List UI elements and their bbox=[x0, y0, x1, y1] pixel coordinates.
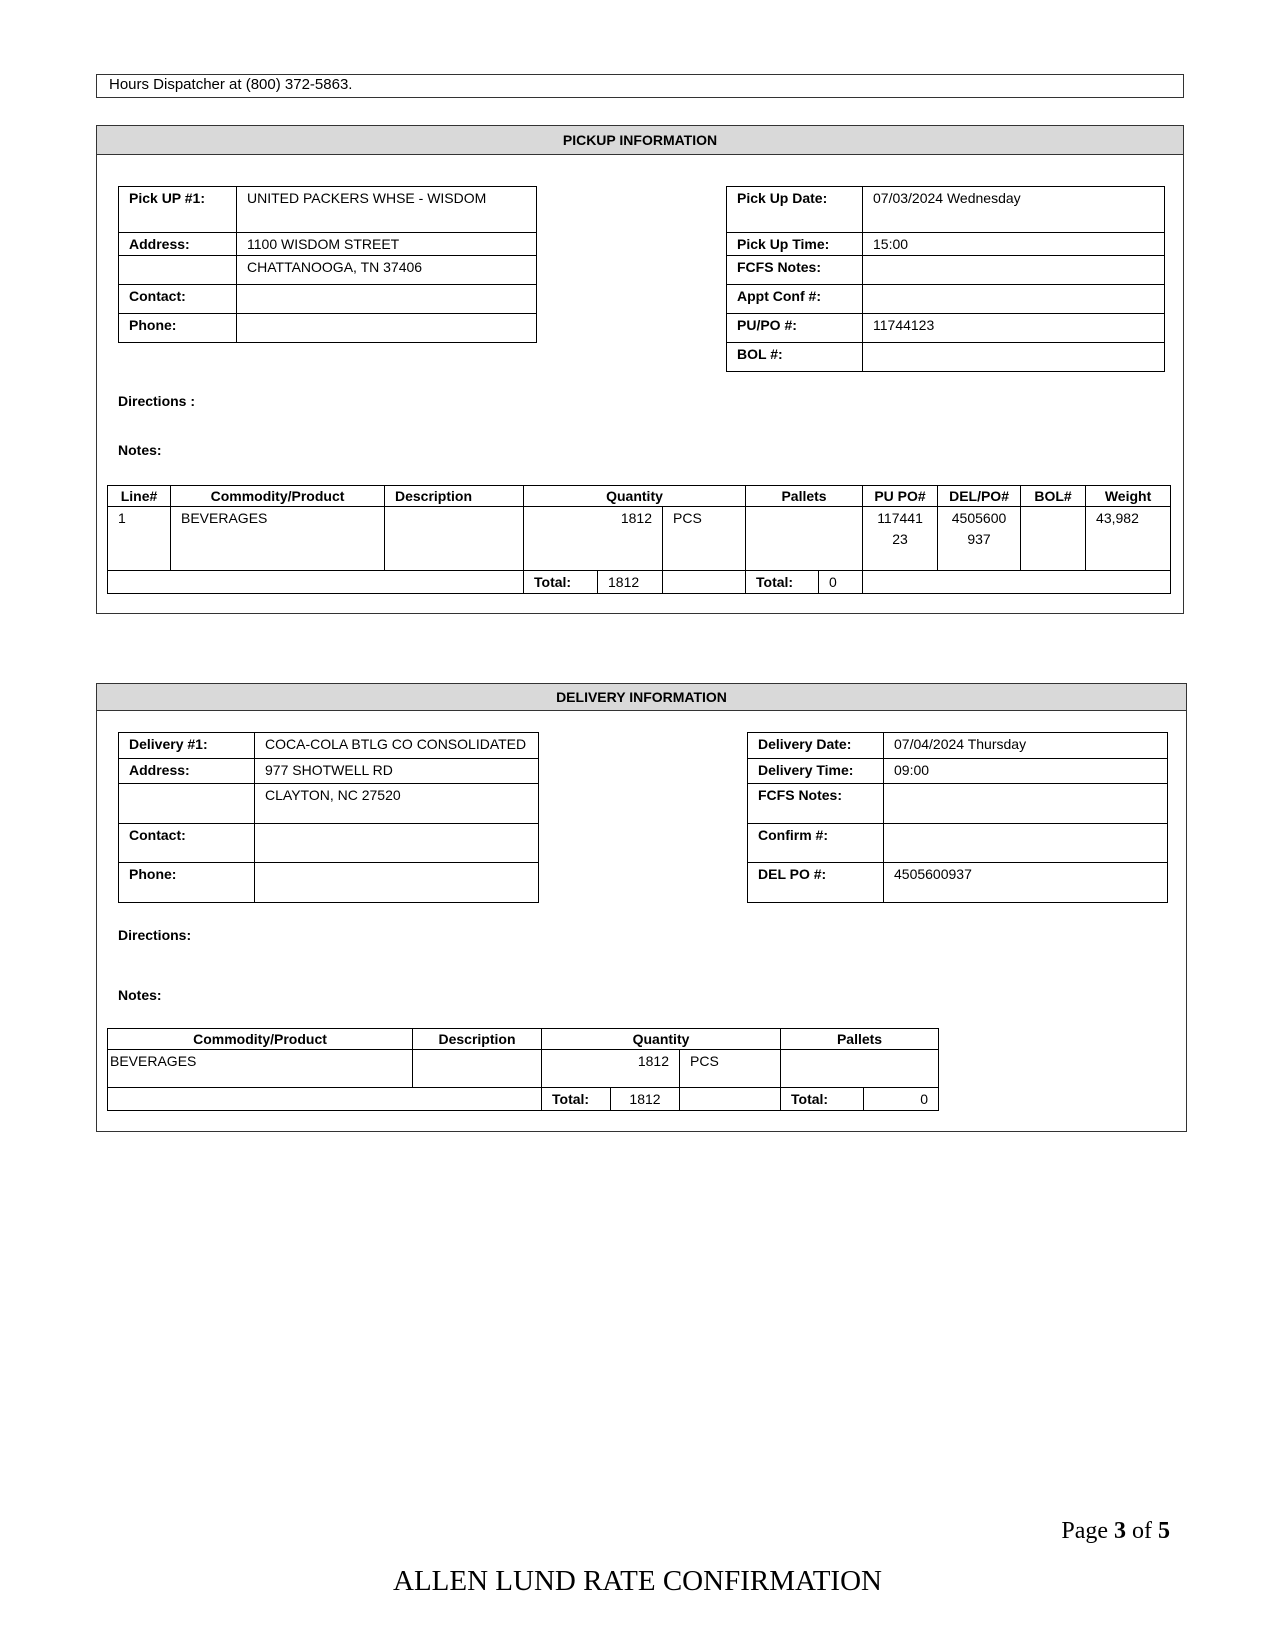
total-qty-value: 1812 bbox=[598, 571, 663, 594]
delivery-date-value: 07/04/2024 Thursday bbox=[884, 733, 1168, 759]
pickup-number-value: UNITED PACKERS WHSE - WISDOM bbox=[237, 187, 537, 233]
row-pu-po-2: 23 bbox=[892, 531, 908, 547]
pickup-commodity-table bbox=[107, 485, 1171, 594]
delivery-fcfs-value bbox=[884, 784, 1168, 824]
row-pallets bbox=[781, 1050, 939, 1088]
row-del-po-2: 937 bbox=[967, 531, 991, 547]
row-description bbox=[413, 1050, 542, 1088]
pickup-time-value: 15:00 bbox=[863, 233, 1165, 256]
row-commodity: BEVERAGES bbox=[108, 1050, 413, 1088]
page-number bbox=[1000, 1518, 1170, 1545]
pickup-phone-value bbox=[237, 314, 537, 343]
pickup-number-label: Pick UP #1: bbox=[119, 187, 237, 233]
delivery-directions-label: Directions: bbox=[118, 927, 192, 943]
delivery-address-blank bbox=[119, 784, 255, 824]
pickup-fcfs-value bbox=[863, 256, 1165, 285]
delivery-notes-label: Notes: bbox=[118, 987, 162, 1003]
delivery-commodity-table bbox=[107, 1028, 939, 1111]
total-qty-label: Total: bbox=[542, 1088, 611, 1111]
pickup-address-line1: 1100 WISDOM STREET bbox=[237, 233, 537, 256]
col-commodity: Commodity/Product bbox=[108, 1029, 413, 1050]
delivery-time-label: Delivery Time: bbox=[748, 759, 884, 784]
row-del-po-1: 4505600 bbox=[951, 510, 1007, 526]
page-of: of bbox=[1126, 1518, 1158, 1544]
col-pallets: Pallets bbox=[781, 1029, 939, 1050]
delivery-confirm-label: Confirm #: bbox=[748, 824, 884, 863]
row-bol bbox=[1021, 507, 1086, 571]
delivery-date-label: Delivery Date: bbox=[748, 733, 884, 759]
row-line: 1 bbox=[108, 507, 171, 571]
pickup-phone-label: Phone: bbox=[119, 314, 237, 343]
total-qty-unit bbox=[663, 571, 746, 594]
col-description: Description bbox=[385, 486, 524, 507]
delivery-fcfs-label: FCFS Notes: bbox=[748, 784, 884, 824]
row-unit: PCS bbox=[663, 507, 746, 571]
col-description: Description bbox=[413, 1029, 542, 1050]
total-rest bbox=[863, 571, 1171, 594]
delivery-confirm-value bbox=[884, 824, 1168, 863]
delivery-delpo-value: 4505600937 bbox=[884, 863, 1168, 903]
page-total: 5 bbox=[1158, 1518, 1170, 1544]
row-qty: 1812 bbox=[542, 1050, 680, 1088]
delivery-address-line1: 977 SHOTWELL RD bbox=[255, 759, 539, 784]
row-pallets bbox=[746, 507, 863, 571]
pickup-fcfs-label: FCFS Notes: bbox=[727, 256, 863, 285]
delivery-schedule-table bbox=[747, 732, 1168, 903]
pickup-pupo-value: 11744123 bbox=[863, 314, 1165, 343]
row-description bbox=[385, 507, 524, 571]
col-del-po: DEL/PO# bbox=[938, 486, 1021, 507]
page-current: 3 bbox=[1114, 1518, 1126, 1544]
delivery-time-value: 09:00 bbox=[884, 759, 1168, 784]
total-blank bbox=[108, 571, 524, 594]
pickup-notes-label: Notes: bbox=[118, 442, 162, 458]
pickup-bol-value bbox=[863, 343, 1165, 372]
total-qty-value: 1812 bbox=[611, 1088, 680, 1111]
delivery-number-value: COCA-COLA BTLG CO CONSOLIDATED bbox=[255, 733, 539, 759]
table-row bbox=[108, 507, 1171, 571]
pickup-date-value: 07/03/2024 Wednesday bbox=[863, 187, 1165, 233]
row-commodity: BEVERAGES bbox=[171, 507, 385, 571]
dispatcher-note-box bbox=[96, 74, 1184, 98]
col-commodity: Commodity/Product bbox=[171, 486, 385, 507]
row-unit: PCS bbox=[680, 1050, 781, 1088]
col-pallets: Pallets bbox=[746, 486, 863, 507]
total-qty-unit bbox=[680, 1088, 781, 1111]
delivery-header: DELIVERY INFORMATION bbox=[97, 684, 1186, 711]
col-weight: Weight bbox=[1086, 486, 1171, 507]
pickup-address-blank bbox=[119, 256, 237, 285]
pickup-directions-label: Directions : bbox=[118, 393, 196, 409]
delivery-number-label: Delivery #1: bbox=[119, 733, 255, 759]
pickup-date-label: Pick Up Date: bbox=[727, 187, 863, 233]
col-quantity: Quantity bbox=[524, 486, 746, 507]
pickup-contact-value bbox=[237, 285, 537, 314]
row-pu-po-1: 117441 bbox=[877, 510, 923, 526]
total-blank bbox=[108, 1088, 542, 1111]
total-pallets-label: Total: bbox=[781, 1088, 864, 1111]
row-qty: 1812 bbox=[524, 507, 663, 571]
dispatcher-note: Hours Dispatcher at (800) 372-5863. bbox=[109, 76, 353, 93]
col-line: Line# bbox=[108, 486, 171, 507]
total-pallets-value: 0 bbox=[819, 571, 863, 594]
total-qty-label: Total: bbox=[524, 571, 598, 594]
delivery-contact-label: Contact: bbox=[119, 824, 255, 863]
pickup-address-line2: CHATTANOOGA, TN 37406 bbox=[237, 256, 537, 285]
delivery-address-label: Address: bbox=[119, 759, 255, 784]
delivery-address-line2: CLAYTON, NC 27520 bbox=[255, 784, 539, 824]
col-bol: BOL# bbox=[1021, 486, 1086, 507]
pickup-bol-label: BOL #: bbox=[727, 343, 863, 372]
pickup-schedule-table bbox=[726, 186, 1165, 372]
document-title: ALLEN LUND RATE CONFIRMATION bbox=[393, 1565, 882, 1597]
row-del-po bbox=[938, 507, 1021, 571]
delivery-contact-value bbox=[255, 824, 539, 863]
total-pallets-value: 0 bbox=[864, 1088, 939, 1111]
row-weight: 43,982 bbox=[1086, 507, 1171, 571]
pickup-location-table bbox=[118, 186, 537, 343]
pickup-address-label: Address: bbox=[119, 233, 237, 256]
row-pu-po bbox=[863, 507, 938, 571]
pickup-appt-value bbox=[863, 285, 1165, 314]
delivery-delpo-label: DEL PO #: bbox=[748, 863, 884, 903]
delivery-phone-value bbox=[255, 863, 539, 903]
pickup-time-label: Pick Up Time: bbox=[727, 233, 863, 256]
page-prefix: Page bbox=[1061, 1518, 1114, 1544]
pickup-header: PICKUP INFORMATION bbox=[97, 126, 1183, 155]
total-pallets-label: Total: bbox=[746, 571, 819, 594]
pickup-contact-label: Contact: bbox=[119, 285, 237, 314]
table-row bbox=[108, 1050, 939, 1088]
delivery-phone-label: Phone: bbox=[119, 863, 255, 903]
col-pu-po: PU PO# bbox=[863, 486, 938, 507]
pickup-pupo-label: PU/PO #: bbox=[727, 314, 863, 343]
delivery-location-table bbox=[118, 732, 539, 903]
col-quantity: Quantity bbox=[542, 1029, 781, 1050]
pickup-appt-label: Appt Conf #: bbox=[727, 285, 863, 314]
